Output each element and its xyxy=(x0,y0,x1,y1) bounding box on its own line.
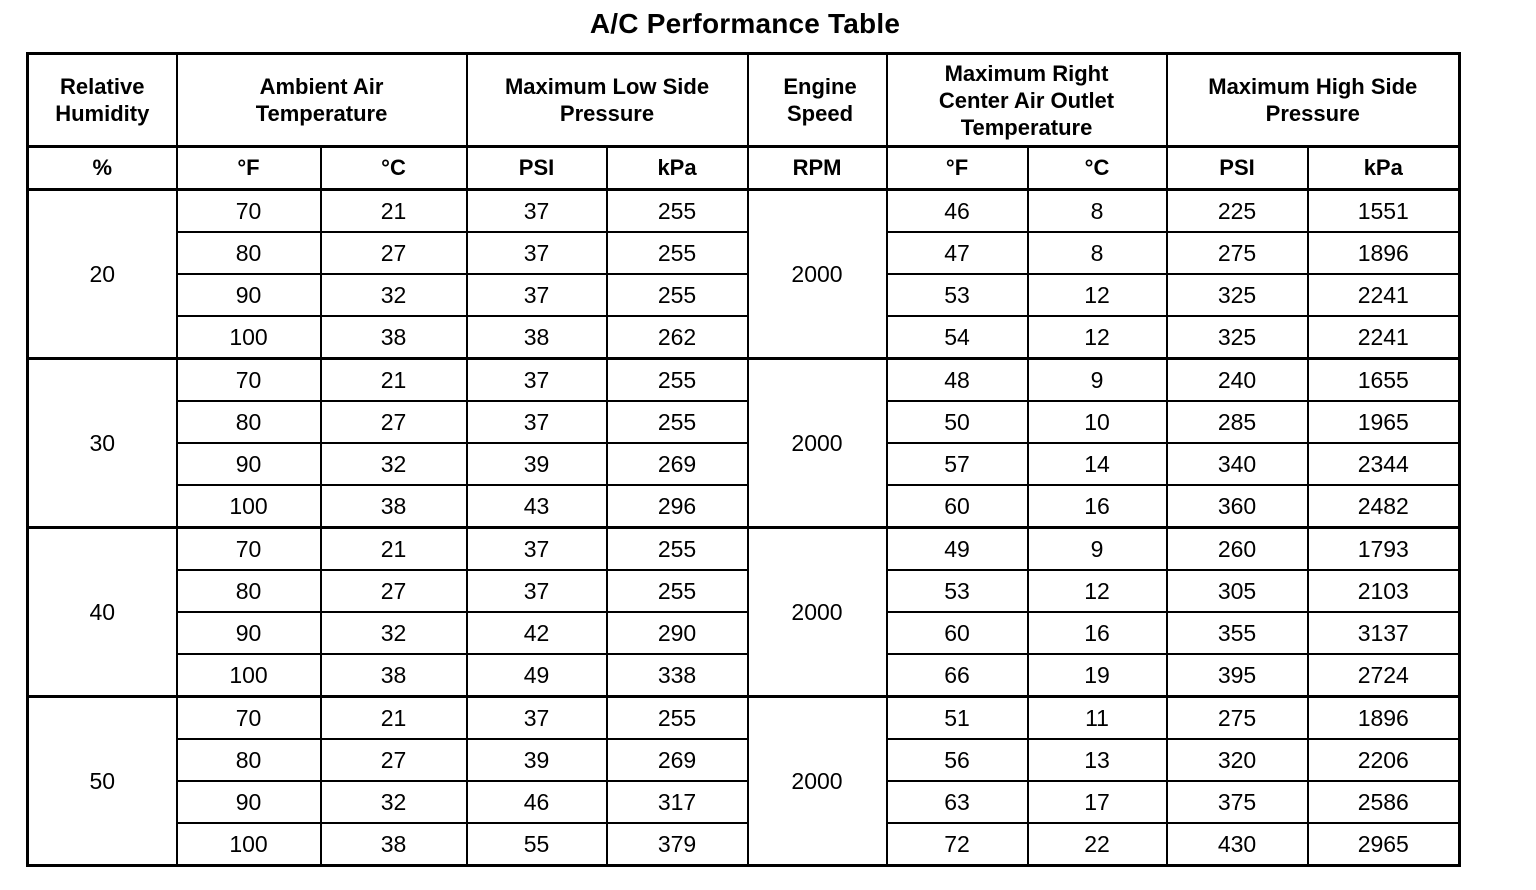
header-line: Temperature xyxy=(255,101,388,126)
cell-low-kpa: 255 xyxy=(607,359,748,402)
cell-ambient-f: 90 xyxy=(177,781,321,823)
cell-outlet-f: 51 xyxy=(887,697,1028,740)
unit-humidity-percent: % xyxy=(28,147,177,190)
ac-performance-table xyxy=(26,52,1461,867)
unit-ambient-c: °C xyxy=(321,147,467,190)
cell-high-psi: 225 xyxy=(1167,190,1308,233)
header-max-high-side-pressure xyxy=(1167,54,1460,147)
unit-low-psi: PSI xyxy=(467,147,607,190)
cell-outlet-c: 17 xyxy=(1028,781,1167,823)
cell-ambient-c: 27 xyxy=(321,401,467,443)
cell-high-kpa: 2724 xyxy=(1308,654,1460,697)
table-row xyxy=(28,528,1460,571)
cell-low-kpa: 255 xyxy=(607,401,748,443)
cell-ambient-f: 90 xyxy=(177,612,321,654)
header-line: Temperature xyxy=(960,114,1093,140)
cell-high-kpa: 1551 xyxy=(1308,190,1460,233)
cell-low-kpa: 255 xyxy=(607,274,748,316)
cell-high-psi: 240 xyxy=(1167,359,1308,402)
table-row xyxy=(28,443,1460,485)
cell-ambient-c: 21 xyxy=(321,697,467,740)
cell-outlet-f: 60 xyxy=(887,485,1028,528)
cell-outlet-f: 49 xyxy=(887,528,1028,571)
cell-high-psi: 360 xyxy=(1167,485,1308,528)
header-row-labels xyxy=(28,54,1460,147)
cell-ambient-c: 21 xyxy=(321,528,467,571)
header-line: Ambient Air xyxy=(259,74,384,99)
cell-high-kpa: 1896 xyxy=(1308,697,1460,740)
cell-outlet-c: 12 xyxy=(1028,570,1167,612)
cell-low-kpa: 379 xyxy=(607,823,748,866)
cell-low-psi: 39 xyxy=(467,739,607,781)
cell-outlet-c: 10 xyxy=(1028,401,1167,443)
cell-high-psi: 320 xyxy=(1167,739,1308,781)
header-row-units xyxy=(28,147,1460,190)
cell-low-psi: 37 xyxy=(467,232,607,274)
header-line: Pressure xyxy=(1265,101,1360,126)
table-row xyxy=(28,190,1460,233)
cell-low-psi: 37 xyxy=(467,570,607,612)
header-line: Relative xyxy=(60,74,145,99)
unit-outlet-c: °C xyxy=(1028,147,1167,190)
cell-high-psi: 430 xyxy=(1167,823,1308,866)
cell-high-kpa: 1965 xyxy=(1308,401,1460,443)
cell-ambient-f: 100 xyxy=(177,316,321,359)
cell-low-psi: 55 xyxy=(467,823,607,866)
cell-ambient-c: 21 xyxy=(321,190,467,233)
cell-high-kpa: 2241 xyxy=(1308,274,1460,316)
cell-low-kpa: 269 xyxy=(607,739,748,781)
cell-outlet-f: 60 xyxy=(887,612,1028,654)
cell-outlet-c: 9 xyxy=(1028,359,1167,402)
header-engine-speed xyxy=(748,54,887,147)
cell-high-kpa: 2586 xyxy=(1308,781,1460,823)
cell-humidity: 50 xyxy=(28,697,177,866)
header-line: Maximum Right xyxy=(944,60,1109,86)
cell-ambient-f: 80 xyxy=(177,401,321,443)
cell-outlet-c: 13 xyxy=(1028,739,1167,781)
cell-high-kpa: 2241 xyxy=(1308,316,1460,359)
cell-outlet-f: 72 xyxy=(887,823,1028,866)
table-row xyxy=(28,232,1460,274)
header-line: Maximum Low Side xyxy=(504,74,710,99)
cell-engine-speed: 2000 xyxy=(748,528,887,697)
cell-low-psi: 37 xyxy=(467,359,607,402)
cell-outlet-c: 8 xyxy=(1028,190,1167,233)
cell-engine-speed: 2000 xyxy=(748,190,887,359)
cell-ambient-c: 27 xyxy=(321,570,467,612)
cell-low-psi: 49 xyxy=(467,654,607,697)
table-row xyxy=(28,823,1460,866)
cell-outlet-c: 11 xyxy=(1028,697,1167,740)
cell-ambient-c: 32 xyxy=(321,612,467,654)
header-relative-humidity xyxy=(28,54,177,147)
cell-ambient-f: 80 xyxy=(177,739,321,781)
cell-high-kpa: 2344 xyxy=(1308,443,1460,485)
table-row xyxy=(28,781,1460,823)
table-row xyxy=(28,359,1460,402)
cell-outlet-c: 12 xyxy=(1028,274,1167,316)
cell-low-psi: 37 xyxy=(467,528,607,571)
cell-humidity: 30 xyxy=(28,359,177,528)
cell-low-kpa: 296 xyxy=(607,485,748,528)
cell-outlet-c: 9 xyxy=(1028,528,1167,571)
cell-low-psi: 43 xyxy=(467,485,607,528)
cell-ambient-f: 100 xyxy=(177,823,321,866)
cell-ambient-c: 27 xyxy=(321,232,467,274)
cell-outlet-c: 16 xyxy=(1028,612,1167,654)
cell-outlet-f: 50 xyxy=(887,401,1028,443)
cell-low-kpa: 290 xyxy=(607,612,748,654)
cell-high-kpa: 2103 xyxy=(1308,570,1460,612)
cell-high-psi: 355 xyxy=(1167,612,1308,654)
cell-low-psi: 37 xyxy=(467,190,607,233)
table-title: A/C Performance Table xyxy=(589,8,901,39)
cell-ambient-c: 32 xyxy=(321,443,467,485)
unit-rpm: RPM xyxy=(748,147,887,190)
cell-low-kpa: 255 xyxy=(607,528,748,571)
unit-high-psi: PSI xyxy=(1167,147,1308,190)
cell-low-kpa: 255 xyxy=(607,570,748,612)
cell-ambient-c: 32 xyxy=(321,274,467,316)
cell-outlet-f: 54 xyxy=(887,316,1028,359)
cell-low-kpa: 255 xyxy=(607,190,748,233)
unit-outlet-f: °F xyxy=(887,147,1028,190)
cell-ambient-c: 38 xyxy=(321,823,467,866)
cell-high-kpa: 2482 xyxy=(1308,485,1460,528)
header-max-low-side-pressure xyxy=(467,54,748,147)
cell-low-psi: 37 xyxy=(467,274,607,316)
cell-ambient-c: 21 xyxy=(321,359,467,402)
cell-low-psi: 38 xyxy=(467,316,607,359)
table-row xyxy=(28,570,1460,612)
cell-high-psi: 395 xyxy=(1167,654,1308,697)
cell-low-psi: 39 xyxy=(467,443,607,485)
cell-humidity: 20 xyxy=(28,190,177,359)
cell-outlet-f: 63 xyxy=(887,781,1028,823)
cell-high-kpa: 3137 xyxy=(1308,612,1460,654)
table-row xyxy=(28,654,1460,697)
cell-ambient-f: 90 xyxy=(177,443,321,485)
cell-high-psi: 275 xyxy=(1167,697,1308,740)
cell-outlet-c: 19 xyxy=(1028,654,1167,697)
cell-outlet-f: 57 xyxy=(887,443,1028,485)
cell-low-psi: 37 xyxy=(467,697,607,740)
cell-low-kpa: 317 xyxy=(607,781,748,823)
cell-outlet-f: 66 xyxy=(887,654,1028,697)
cell-outlet-c: 16 xyxy=(1028,485,1167,528)
cell-outlet-f: 48 xyxy=(887,359,1028,402)
cell-humidity: 40 xyxy=(28,528,177,697)
cell-ambient-c: 38 xyxy=(321,485,467,528)
header-ambient-air-temperature xyxy=(177,54,467,147)
cell-outlet-f: 46 xyxy=(887,190,1028,233)
unit-high-kpa: kPa xyxy=(1308,147,1460,190)
header-line: Humidity xyxy=(55,101,150,126)
cell-ambient-f: 70 xyxy=(177,359,321,402)
table-body xyxy=(28,190,1460,866)
cell-outlet-c: 8 xyxy=(1028,232,1167,274)
cell-ambient-f: 80 xyxy=(177,232,321,274)
cell-low-psi: 46 xyxy=(467,781,607,823)
unit-low-kpa: kPa xyxy=(607,147,748,190)
cell-high-psi: 285 xyxy=(1167,401,1308,443)
cell-outlet-f: 47 xyxy=(887,232,1028,274)
cell-ambient-f: 90 xyxy=(177,274,321,316)
table-row xyxy=(28,739,1460,781)
cell-outlet-c: 14 xyxy=(1028,443,1167,485)
cell-low-psi: 42 xyxy=(467,612,607,654)
cell-low-psi: 37 xyxy=(467,401,607,443)
cell-engine-speed: 2000 xyxy=(748,359,887,528)
cell-ambient-c: 32 xyxy=(321,781,467,823)
cell-ambient-c: 27 xyxy=(321,739,467,781)
cell-high-kpa: 2206 xyxy=(1308,739,1460,781)
cell-ambient-c: 38 xyxy=(321,316,467,359)
unit-ambient-f: °F xyxy=(177,147,321,190)
header-line: Pressure xyxy=(559,101,655,126)
header-max-right-center-air-outlet-temperature xyxy=(887,54,1167,147)
cell-high-psi: 260 xyxy=(1167,528,1308,571)
cell-high-psi: 325 xyxy=(1167,316,1308,359)
cell-ambient-c: 38 xyxy=(321,654,467,697)
table-row xyxy=(28,612,1460,654)
cell-high-kpa: 2965 xyxy=(1308,823,1460,866)
cell-ambient-f: 100 xyxy=(177,654,321,697)
cell-low-kpa: 255 xyxy=(607,232,748,274)
cell-high-kpa: 1793 xyxy=(1308,528,1460,571)
cell-ambient-f: 100 xyxy=(177,485,321,528)
header-line: Maximum High Side xyxy=(1208,74,1418,99)
cell-outlet-f: 53 xyxy=(887,570,1028,612)
header-line: Speed xyxy=(787,101,854,126)
cell-ambient-f: 70 xyxy=(177,190,321,233)
cell-low-kpa: 255 xyxy=(607,697,748,740)
cell-low-kpa: 269 xyxy=(607,443,748,485)
table-row xyxy=(28,697,1460,740)
cell-high-kpa: 1655 xyxy=(1308,359,1460,402)
cell-engine-speed: 2000 xyxy=(748,697,887,866)
table-row xyxy=(28,401,1460,443)
header-line: Center Air Outlet xyxy=(938,87,1115,113)
table-row xyxy=(28,274,1460,316)
cell-low-kpa: 338 xyxy=(607,654,748,697)
cell-outlet-c: 22 xyxy=(1028,823,1167,866)
cell-outlet-f: 53 xyxy=(887,274,1028,316)
cell-ambient-f: 80 xyxy=(177,570,321,612)
cell-outlet-f: 56 xyxy=(887,739,1028,781)
cell-high-kpa: 1896 xyxy=(1308,232,1460,274)
table-row xyxy=(28,485,1460,528)
cell-low-kpa: 262 xyxy=(607,316,748,359)
header-line: Engine xyxy=(783,74,857,99)
cell-high-psi: 305 xyxy=(1167,570,1308,612)
cell-ambient-f: 70 xyxy=(177,528,321,571)
cell-high-psi: 275 xyxy=(1167,232,1308,274)
cell-high-psi: 340 xyxy=(1167,443,1308,485)
cell-outlet-c: 12 xyxy=(1028,316,1167,359)
cell-ambient-f: 70 xyxy=(177,697,321,740)
table-row xyxy=(28,316,1460,359)
cell-high-psi: 375 xyxy=(1167,781,1308,823)
cell-high-psi: 325 xyxy=(1167,274,1308,316)
